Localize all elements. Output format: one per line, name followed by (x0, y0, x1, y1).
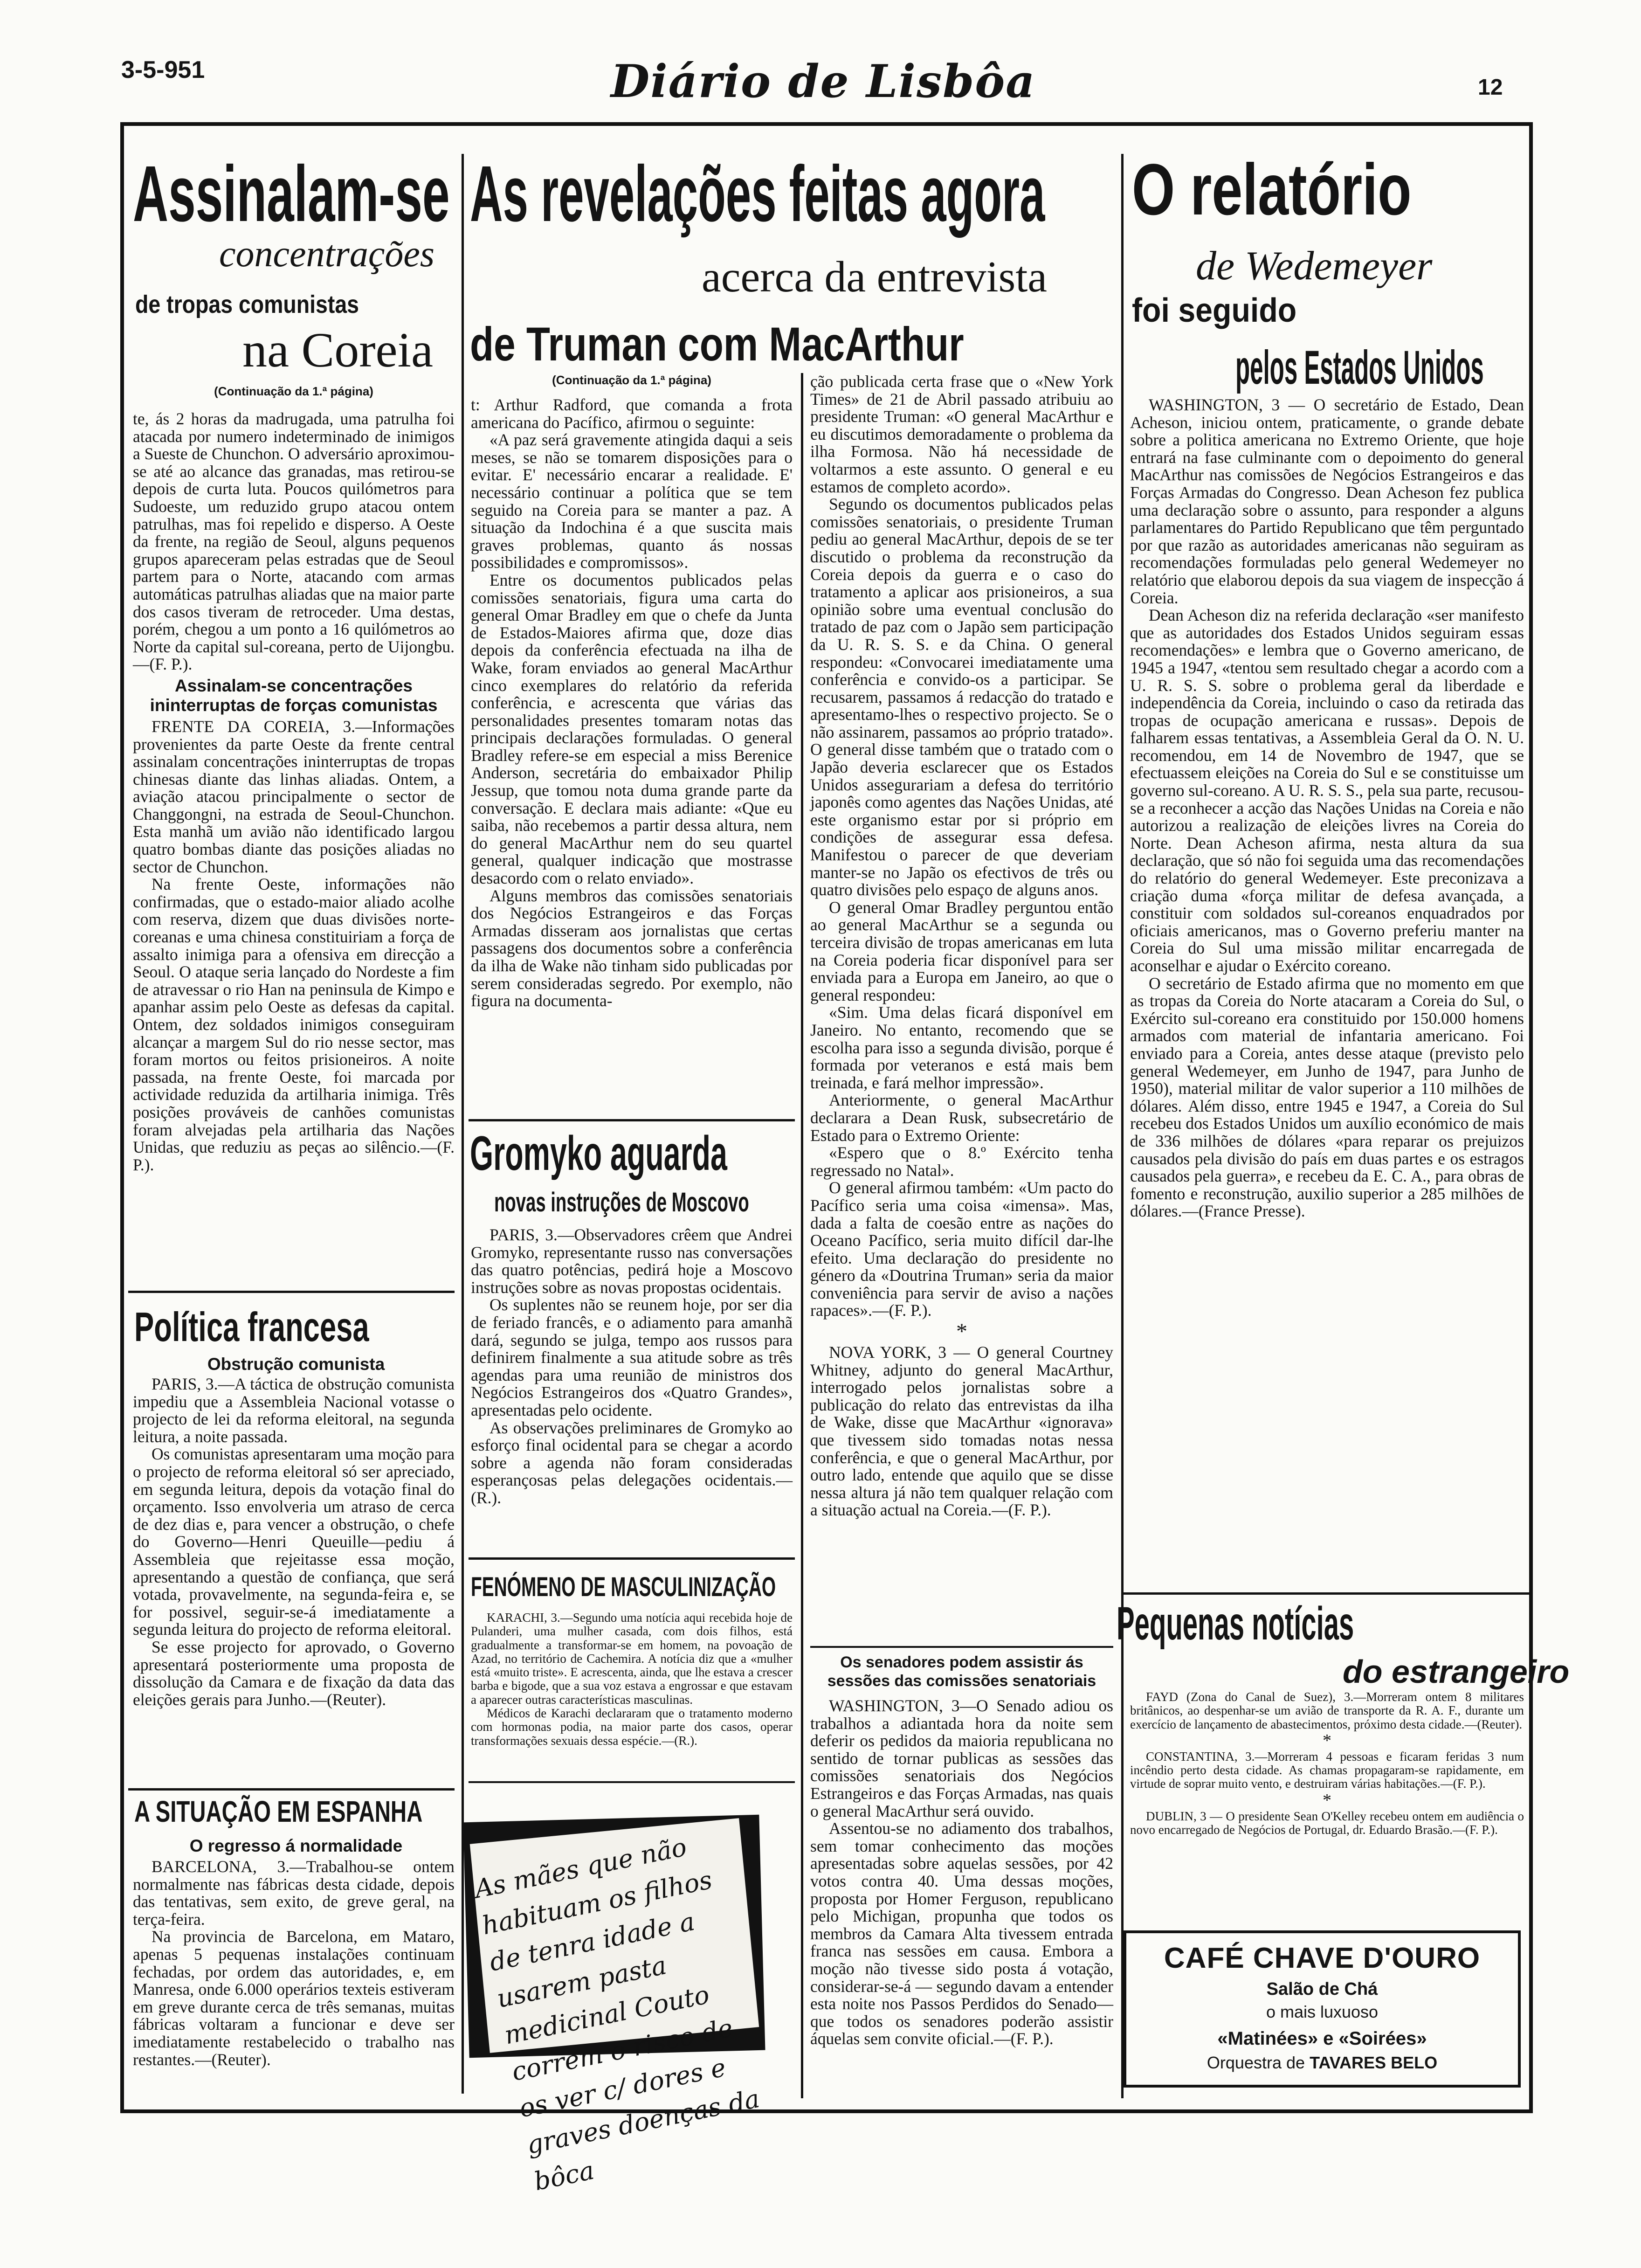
separator-star: * (1323, 1790, 1331, 1810)
headline-line-2: concentrações (219, 234, 435, 275)
continuation-note: (Continuação da 1.ª página) (214, 384, 373, 398)
column-divider-3 (1121, 154, 1124, 2098)
paragraph: Dean Acheson diz na referida declaração «ser manifesto que as autoridades dos Estados Unidos seguiram essas recomendações» e lembra que o Governo americano, de 1945 a 1947, «tentou sem resultado chegar a acordo com a U. R. S. S. sobre o problema geral da liberdade e independência da Coreia, incluindo o caso da retirada das tropas de ocupação americana e russas». Depois de falharem essas tentativas, a Assembleia Geral da O. N. U. recomendou, em 14 de Novembro de 1947, que se efectuassem eleições na Coreia do Sul e se constituisse um governo sul-coreano. A U. R. S. S., pela sua parte, recusou-se a reconhecer a acção das Nações Unidas na Coreia e não autorizou a realização de eleições livres na Coreia do Norte. Dean Acheson afirma, nesta altura da sua declaração, que só não foi seguida uma das recomendações do relatório do general Wedemeyer. Este preconizava a criação duma «força militar de defesa avançada, a constituir com soldados sul-coreanos enquadrados por oficiais americanos, mas o Governo preferiu manter na Coreia do Sul uma missão militar encarregada de aconselhar e ajudar o Exército coreano. (1130, 606, 1524, 975)
headline-line-3: foi seguido (1132, 292, 1297, 329)
headline: Gromyko aguarda (470, 1127, 727, 1181)
pasta-couto-advertisement (463, 1815, 765, 2197)
headline-line-2: de Wedemeyer (1196, 243, 1433, 289)
paragraph: Médicos de Karachi declararam que o tratamento moderno com hormonas podia, na maior parte dos casos, operar transformações sexuais dessa espécie.—(R.). (471, 1706, 793, 1748)
paragraph: FRENTE DA COREIA, 3.—Informações provenientes da parte Oeste da frente central assinalam concentrações ininterruptas de tropas chinesas diante das linhas aliadas. Ontem, a aviação atacou principalmente o sector de Changgongni, na estrada de Seoul-Chunchon. Esta manhã um avião não identificado largou quatro bombas diante das posições aliadas no sector de Chunchon. (133, 717, 455, 876)
section-divider (128, 1291, 455, 1293)
paragraph: DUBLIN, 3 — O presidente Sean O'Kelley recebeu ontem em audiência o novo encarregado de Negócios de Portugal, dr. Eduardo Brasão.—(F. P.). (1130, 1809, 1524, 1837)
continuation-note: (Continuação da 1.ª página) (552, 373, 711, 387)
paragraph: Se esse projecto for aprovado, o Governo apresentará posteriormente uma proposta de dissolução da Camara e de fixação da data das eleições gerais para Junho.—(Reuter). (133, 1637, 455, 1709)
paragraph: BARCELONA, 3.—Trabalhou-se ontem normalmente nas fábricas desta cidade, depois das tentativas, sem exito, de greve geral, na terça-feira. (133, 1857, 455, 1929)
cafe-line-4-prefix: Orquestra de (1207, 2053, 1305, 2072)
article-body (471, 396, 793, 1010)
article-body (471, 1611, 793, 1748)
article-body (133, 410, 455, 1174)
cafe-line-2: o mais luxuoso (1266, 2002, 1379, 2021)
headline-line-4: pelos Estados Unidos (1235, 341, 1484, 394)
cafe-line-4 (1126, 2053, 1518, 2073)
headline-line-3: de tropas comunistas (135, 290, 359, 318)
headline: A SITUAÇÃO EM ESPANHA (134, 1795, 423, 1828)
subheading: Obstrução comunista (207, 1355, 385, 1374)
subheading: O regresso á normalidade (189, 1836, 403, 1855)
paragraph: O general Omar Bradley perguntou então ao general MacArthur se a segunda ou terceira divisão de tropas americanas em luta na Coreia poderia ficar disponível para ser enviada para a Europa em Janeiro, ao que o general respondeu: (810, 898, 1113, 1004)
bottom-border (120, 2109, 1533, 2113)
cafe-line-3: «Matinées» e «Soirées» (1217, 2028, 1427, 2049)
section-divider (469, 1781, 795, 1783)
separator-star: * (1323, 1730, 1331, 1750)
paragraph: KARACHI, 3.—Segundo uma notícia aqui recebida hoje de Pulanderi, uma mulher casada, com dois filhos, está gradualmente a transformar-se em homem, na povoação de Azad, no território de Cachemira. A notícia diz que a «mulher está «muito triste». E acrescenta, ainda, que lhe estava a crescer barba e bigode, que a sua voz estava a engrossar e que estavam a aparecer outras características masculinas. (471, 1611, 793, 1707)
paragraph: PARIS, 3.—Observadores crêem que Andrei Gromyko, representante russo nas conversações das quatro potências, pedirá hoje a Moscovo instruções sobre as novas propostas ocidentais. (471, 1225, 793, 1297)
separator-star: * (956, 1319, 967, 1344)
paragraph: «Sim. Uma delas ficará disponível em Janeiro. No entanto, recomendo que se escolha para isso a segunda divisão, porque é formada por veteranos e está mais bem treinada, e fará melhor impressão». (810, 1003, 1113, 1092)
right-border (1529, 122, 1533, 2113)
paragraph: Na provincia de Barcelona, em Mataro, apenas 5 pequenas instalações continuam fechadas, por ordem das autoridades, e, em Manresa, onde 6.000 operários texteis estiveram em greve durante cerca de três semanas, muitas fábricas voltaram a funcionar e deve ser imediatamente restabelecido o trabalho nas restantes.—(Reuter). (133, 1927, 455, 2069)
paragraph: CONSTANTINA, 3.—Morreram 4 pessoas e ficaram feridas 3 num incêndio perto desta cidade. As chamas propagaram-se rapidamente, em virtude de soprar muito vento, e destruiram várias habitações.—(F. P.). (1130, 1749, 1524, 1791)
article-body (1130, 396, 1524, 1220)
section-divider (810, 1646, 1113, 1648)
headline: Política francesa (134, 1304, 369, 1350)
paragraph: ção publicada certa frase que o «New York Times» de 21 de Abril passado atribuiu ao presidente Truman: «O general MacArthur e eu discutimos demoradamente o problema da ilha Formosa. Não há necessidade de voltarmos a este assunto. O general e eu estamos de completo acordo». (810, 372, 1113, 496)
paragraph: NOVA YORK, 3 — O general Courtney Whitney, adjunto do general MacArthur, interrogado pelos jornalistas sobre a publicação do relato das entrevistas da ilha de Wake, disse que MacArthur «ignorava» que tivessem sido tomadas notas nessa conferência, e que o general MacArthur, por outro lado, entende que aquilo que se disse nessa altura já não tem qualquer relação com a situação actual na Coreia.—(F. P.). (810, 1343, 1113, 1520)
paragraph: FAYD (Zona do Canal de Suez), 3.—Morreram ontem 8 militares britânicos, ao despenhar-se um avião de transporte da R. A. F., durante um exercício de lançamento de abastecimentos, próximo desta cidade.—(Reuter). (1130, 1690, 1524, 1731)
headline-line-4: na Coreia (242, 323, 434, 377)
article-body-continued (810, 373, 1113, 1519)
paragraph: O general afirmou também: «Um pacto do Pacífico seria uma coisa «imensa». Mas, dada a falta de coesão entre as nações do Oceano Pacífico, seria muito difícil dar-lhe efeito. Uma declaração do presidente no género da «Doutrina Truman» seria da maior conveniência para servir de aviso a nações rapaces».—(F. P.). (810, 1178, 1113, 1320)
paragraph: Os comunistas apresentaram uma moção para o projecto de reforma eleitoral só ser apreciado, em segunda leitura, depois da votação final do orçamento. Isso envolveria um atraso de cerca de dez dias e, para vencer a obstrução, o chefe do Governo—Henri Queuille—pediu á Assembleia que rejeitasse essa moção, apresentando a questão de confiança, que será votada, provavelmente, na segunda-feira e, se for possivel, seguir-se-á imediatamente a segunda leitura do projecto de reforma eleitoral. (133, 1445, 455, 1639)
left-border (120, 122, 124, 2113)
paragraph: Assentou-se no adiamento dos trabalhos, sem tomar conhecimento das moções apresentadas sobre aquelas sessões, por 42 votos contra 40. Uma dessas moções, proposta por Homer Ferguson, republicano pelo Michigan, propunha que todos os membros da Camara Alta tivessem entrada franca nas sessões em causa. Embora a moção não tivesse sido posta á votação, considerar-se-á — segundo davam a entender esta noite nos Passos Perdidos do Senado—que todos os senadores poderão assistir áquelas sem convite oficial.—(F. P.). (810, 1819, 1113, 2048)
newspaper-title: Diário de Lisbôa (611, 55, 1036, 108)
article-body (1130, 1690, 1524, 1837)
subheading: Os senadores podem assistir ás sessões das comissões senatoriais (827, 1653, 1096, 1690)
paragraph: PARIS, 3.—A táctica de obstrução comunista impediu que a Assembleia Nacional votasse o projecto de lei da reforma eleitoral, na segunda leitura, a noite passada. (133, 1375, 455, 1446)
headline: As revelações feitas agora (470, 150, 1045, 238)
top-border (120, 122, 1533, 126)
column-divider-1 (462, 154, 464, 2094)
headline: O relatório (1132, 149, 1412, 230)
paragraph: O secretário de Estado afirma que no momento em que as tropas da Coreia do Norte atacaram a Coreia do Sul, o Exército sul-coreano era constituido por 150.000 homens armados com material de infantaria americano. Foi enviado para a Coreia, antes desse ataque (previsto pelo general Wedemeyer, em Junho de 1947, para Junho de 1950), material militar de valor superior a 110 milhões de dólares. Além disso, entre 1945 e 1947, a Coreia do Sul recebeu dos Estados Unidos um auxílio económico de mais de 336 milhões de dólares «para reparar os prejuizos causados pela divisão do país em duas partes e os estragos causados pela guerra», e recebeu da E. C. A., para obras de fomento e reconstrução, auxilio superior a 285 milhões de dólares.—(France Presse). (1130, 974, 1524, 1221)
paragraph: Entre os documentos publicados pelas comissões senatoriais, figura uma carta do general Omar Bradley em que o chefe da Junta de Estados-Maiores afirma que, doze dias depois da conferência efectuada na ilha de Wake, foram enviados ao general MacArthur cinco exemplares do relatório da referida conferência, e acrescenta que várias das personalidades presentes tomaram notas das principais declarações formuladas. O general Bradley refere-se em especial a miss Berenice Anderson, secretária do embaixador Philip Jessup, que tomou nota duma grande parte da conversação. E declara mais adiante: «Que eu saiba, não recebemos a partir dessa altura, nem do general MacArthur nem do seu quartel general, qualquer indicação que mostrasse desacordo com o relato enviado». (471, 570, 793, 888)
paragraph: Na frente Oeste, informações não confirmadas, que o estado-maior aliado acolhe com reserva, dizem que duas divisões norte-coreanas e uma chinesa constituiriam a força de assalto inimiga para a ofensiva em direcção a Seoul. O ataque seria lançado do Nordeste a fim de atravessar o rio Han na peninsula de Kimpo e apanhar assim pelo Oeste as defesas da capital. Ontem, dez soldados inimigos conseguiram alcançar a margem Sul do rio nesse sector, mas foram mortos ou feitos prisioneiros. A noite passada, na frente Oeste, foi marcada por actividade reduzida da artilharia inimiga. Três posições prováveis de canhões comunistas foram alvejadas pela artilharia das Nações Unidas, que reduziu as peças ao silêncio.—(F. P.). (133, 875, 455, 1174)
article-body (133, 1858, 455, 2068)
headline: Assinalam-se (133, 150, 450, 238)
paragraph: Anteriormente, o general MacArthur declarara a Dean Rusk, subsecretário de Estado para o Extremo Oriente: (810, 1091, 1113, 1145)
paragraph: Alguns membros das comissões senatoriais dos Negócios Estrangeiros e das Forças Armadas disseram aos jornalistas que certas passagens dos documentos sobre a conferência da ilha de Wake não tinham sido publicadas por serem consideradas segredo. Por exemplo, não figura na documenta- (471, 886, 793, 1010)
paragraph: «Espero que o 8.º Exército tenha regressado no Natal». (810, 1143, 1113, 1180)
paragraph: te, ás 2 horas da madrugada, uma patrulha foi atacada por numero indeterminado de inimigos a Sueste de Chunchon. O adversário aproximou-se até ao alcance das granadas, mas retirou-se depois de curta luta. Poucos quilómetros para Sudoeste, um reduzido grupo atacou ontem patrulhas, mas foi repelido e disperso. A Oeste da frente, na região de Seoul, alguns pequenos grupos apareceram pelas estradas que de Seoul partem para o Norte, atacando com armas automáticas patrulhas aliadas que na maior parte dos casos tiveram de retroceder. Uma destas, porém, chegou a um ponto a 16 quilómetros ao Norte da capital sul-coreana, perto de Uijongbu.—(F. P.). (133, 409, 455, 674)
paragraph: Segundo os documentos publicados pelas comissões senatoriais, o presidente Truman pediu ao general MacArthur, depois de se ter discutido o problema da reconstrução da Coreia depois da guerra e o caso do tratamento a aplicar aos prisioneiros, a sua opinião sobre uma eventual conclusão do tratado de paz com o Japão sem participação da U. R. S. S. e da China. O general respondeu: «Convocarei imediatamente uma conferência e convido-os a participar. Se recusarem, passamos á redacção do tratado e apresentamo-lhes o respectivo projecto. Se o não assinarem, passamos ao próprio tratado». O general disse também que o tratado com o Japão deveria esclarecer que os Estados Unidos assegurariam a defesa do território japonês como agentes das Nações Unidas, até este organismo estar por si próprio em condições de assegurar essa defesa. Manifestou o parecer de que deveriam manter-se no Japão os efectivos de três ou quatro divisões pelo espaço de alguns anos. (810, 495, 1113, 899)
subheading: novas instruções de Moscovo (494, 1187, 749, 1217)
headline-line-3: de Truman com MacArthur (470, 318, 964, 371)
paragraph: «A paz será gravemente atingida daqui a seis meses, se não se tomarem disposições para o evitar. E' necessário encarar a realidade. E' necessário continuar a política que se tem seguido na Coreia para se manter a paz. A situação da Indochina é a que suscita mais graves problemas, quanto ás nossas possibilidades e compromissos». (471, 430, 793, 572)
section-divider (469, 1119, 795, 1121)
section-divider (128, 1788, 455, 1791)
headline-line-2: acerca da entrevista (702, 253, 1048, 301)
article-body (471, 1226, 793, 1507)
section-divider (1124, 1592, 1529, 1595)
article-body (133, 1376, 455, 1708)
page-number: 12 (1478, 75, 1503, 100)
paragraph: WASHINGTON, 3—O Senado adiou os trabalhos a adiantada hora da noite sem deferir os pedidos da maioria republicana no sentido de tornar publicas as sessões das comissões senatoriais dos Negócios Estrangeiros e das Forças Armadas, nas quais o general MacArthur será ouvido. (810, 1696, 1113, 1820)
headline: Pequenas notícias (1117, 1597, 1354, 1650)
paragraph: As observações preliminares de Gromyko ao esforço final ocidental para se chegar a acordo sobre a agenda não foram consideradas esperançosas pelas delegações ocidentais.—(R.). (471, 1418, 793, 1507)
article-body (810, 1697, 1113, 2048)
cafe-chave-douro-advertisement (1124, 1930, 1521, 2088)
cafe-line-4-name: TAVARES BELO (1310, 2053, 1438, 2072)
cafe-title: CAFÉ CHAVE D'OURO (1164, 1942, 1481, 1974)
paragraph: t: Arthur Radford, que comanda a frota americana do Pacífico, afirmou o seguinte: (471, 395, 793, 432)
section-divider (469, 1557, 795, 1560)
cafe-line-1: Salão de Chá (1266, 1979, 1378, 1999)
paragraph: Os suplentes não se reunem hoje, por ser dia de feriado francês, e o adiamento para amanhã dará, segundo se julga, tempo aos russos para definirem finalmente a sua atitude sobre as três agendas para uma reunião de ministros dos Negócios Estrangeiros dos «Quatro Grandes», apresentadas pelo ocidente. (471, 1295, 793, 1419)
issue-date: 3-5-951 (121, 56, 205, 83)
ad-card (470, 1818, 762, 2197)
paragraph: WASHINGTON, 3 — O secretário de Estado, Dean Acheson, iniciou ontem, praticamente, o grande debate sobre a politica americana no Extremo Oriente, que hoje entrará na fase culminante com o depoimento do general MacArthur nas comissões de Negócios Estrangeiros e das Forças Armadas do Congresso. Dean Acheson fez publica uma declaração sobre o assunto, para responder a alguns parlamentares do Partido Republicano que têm perguntado por que razão as autoridades americanas não seguiram as recomendações formuladas pelo general Wedemeyer no relatório que elaborou depois da sua viagem de inspecção á Coreia. (1130, 395, 1524, 607)
headline: FENÓMENO DE MASCULINIZAÇÃO (471, 1572, 776, 1602)
ad-handwritten-text: As mães que não habituam os filhos de tenra idade a usarem pasta medicinal Couto correm o risco de os ver c/ dores e graves doenças da bôca (472, 1832, 762, 2197)
subheading: do estrangeiro (1343, 1653, 1570, 1690)
subheading: Assinalam-se concentrações ininterruptas de forças comunistas (150, 676, 438, 715)
column-divider-2 (801, 373, 803, 2098)
